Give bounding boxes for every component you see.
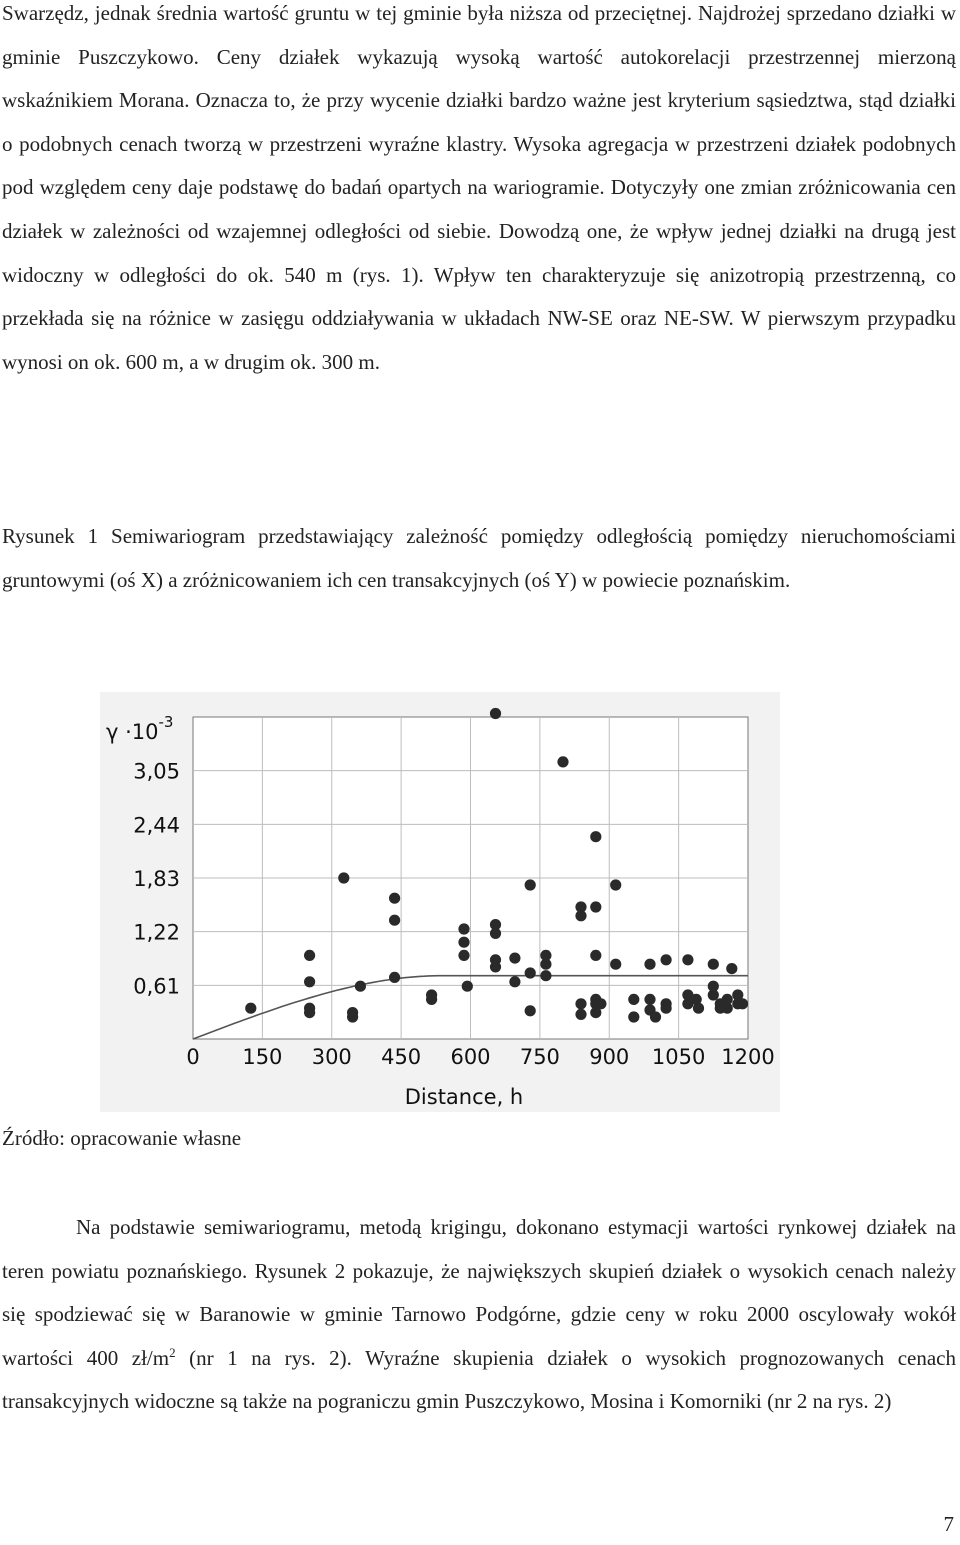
data-point [389, 915, 400, 926]
semivariogram-figure [100, 692, 780, 1112]
data-point [458, 950, 469, 961]
data-point [389, 972, 400, 983]
x-tick-label: 900 [589, 1045, 630, 1069]
page-number: 7 [943, 1512, 954, 1536]
data-point [525, 967, 536, 978]
data-point [509, 976, 520, 987]
data-point [610, 959, 621, 970]
superscript-2: 2 [169, 1344, 176, 1360]
x-tick-label: 450 [381, 1045, 422, 1069]
paragraph-2-text: Na podstawie semiwariogramu, metodą krigingu, dokonano estymacji wartości rynkowej działek na teren powiatu poznańskiego. Rysunek 2 pokazuje, że największych skupień działek o wysokich cenach należy się spodziewać się w Baranowie w gminie Tarnowo Podgórne, gdzie ceny w roku 2000 oscylowały wokół wartości 400 zł/m [2, 1215, 956, 1370]
data-point [458, 937, 469, 948]
y-axis-label-exponent: -3 [158, 713, 174, 731]
data-point [737, 998, 748, 1009]
data-point [338, 872, 349, 883]
semivariogram-chart [100, 692, 780, 1112]
data-point [644, 959, 655, 970]
data-point [245, 1003, 256, 1014]
data-point [462, 981, 473, 992]
data-point [708, 989, 719, 1000]
data-point [304, 950, 315, 961]
data-point [304, 1007, 315, 1018]
data-point [347, 1011, 358, 1022]
data-point [722, 1003, 733, 1014]
y-tick-label: 0,61 [133, 974, 180, 999]
data-point [540, 970, 551, 981]
data-point [490, 961, 501, 972]
data-point [693, 1003, 704, 1014]
y-tick-label: 1,22 [133, 920, 180, 945]
data-point [610, 879, 621, 890]
data-point [590, 831, 601, 842]
data-point [590, 901, 601, 912]
x-tick-label: 750 [519, 1045, 560, 1069]
y-tick-label: 1,83 [133, 867, 180, 891]
body-paragraph-2 [2, 1206, 956, 1424]
x-tick-label: 300 [311, 1045, 352, 1069]
data-point [540, 959, 551, 970]
data-point [575, 910, 586, 921]
x-tick-label: 0 [186, 1045, 200, 1069]
data-point [628, 1011, 639, 1022]
x-tick-label: 1200 [721, 1045, 775, 1069]
data-point [525, 879, 536, 890]
data-point [490, 708, 501, 719]
x-tick-label: 1050 [651, 1045, 706, 1069]
data-point [458, 923, 469, 934]
data-point [525, 1005, 536, 1016]
x-tick-label: 150 [242, 1045, 283, 1069]
data-point [708, 959, 719, 970]
y-tick-label: 3,05 [133, 759, 180, 784]
data-point [557, 756, 568, 767]
y-tick-label: 2,44 [133, 813, 180, 838]
data-point [426, 994, 437, 1005]
data-point [575, 998, 586, 1009]
data-point [355, 981, 366, 992]
data-point [304, 976, 315, 987]
x-tick-label: 600 [450, 1045, 491, 1069]
data-point [726, 963, 737, 974]
data-point [595, 998, 606, 1009]
data-point [389, 893, 400, 904]
data-point [644, 994, 655, 1005]
data-point [650, 1011, 661, 1022]
data-point [661, 1003, 672, 1014]
x-axis-label: Distance, h [404, 1085, 524, 1109]
data-point [509, 953, 520, 964]
data-point [661, 954, 672, 965]
figure-source: Źródło: opracowanie własne [2, 1126, 242, 1150]
data-point [490, 928, 501, 939]
data-point [682, 954, 693, 965]
data-point [575, 1009, 586, 1020]
data-point [628, 994, 639, 1005]
data-point [590, 950, 601, 961]
y-axis-label-prefix: γ ·10 [106, 720, 159, 744]
paragraph-2-text-end: (nr 1 na rys. 2). Wyraźne skupienia działek o wysokich prognozowanych cenach transakcyjnych widoczne są także na pograniczu gmin Puszczykowo, Mosina i Komorniki (nr 2 na rys. 2) [2, 1345, 956, 1414]
figure-caption: Rysunek 1 Semiwariogram przedstawiający zależność pomiędzy odległością pomiędzy nieruchomościami gruntowymi (oś X) a zróżnicowaniem ich cen transakcyjnych (oś Y) w powiecie poznańskim. [2, 524, 956, 592]
body-paragraph-1: Swarzędz, jednak średnia wartość gruntu w tej gminie była niższa od przeciętnej. Najdrożej sprzedano działki w gminie Puszczykowo. Ceny działek wykazują wysoką wartość autokorelacji przestrzennej mierzoną wskaźnikiem Morana. Oznacza to, że przy wycenie działki bardzo ważne jest kryterium sąsiedztwa, stąd działki o podobnych cenach tworzą w przestrzeni wyraźne klastry. Wysoka agregacja w przestrzeni działek podobnych pod względem ceny daje podstawę do badań opartych na wariogramie. Dotyczyły one zmian zróżnicowania cen działek w zależności od wzajemnej odległości od siebie. Dowodzą one, że wpływ jednej działki na drugą jest widoczny w odległości do ok. 540 m (rys. 1). Wpływ ten charakteryzuje się anizotropią przestrzenną, co przekłada się na różnice w zasięgu oddziaływania w układach NW-SE oraz NE-SW. W pierwszym przypadku wynosi on ok. 600 m, a w drugim ok. 300 m. [2, 1, 956, 374]
